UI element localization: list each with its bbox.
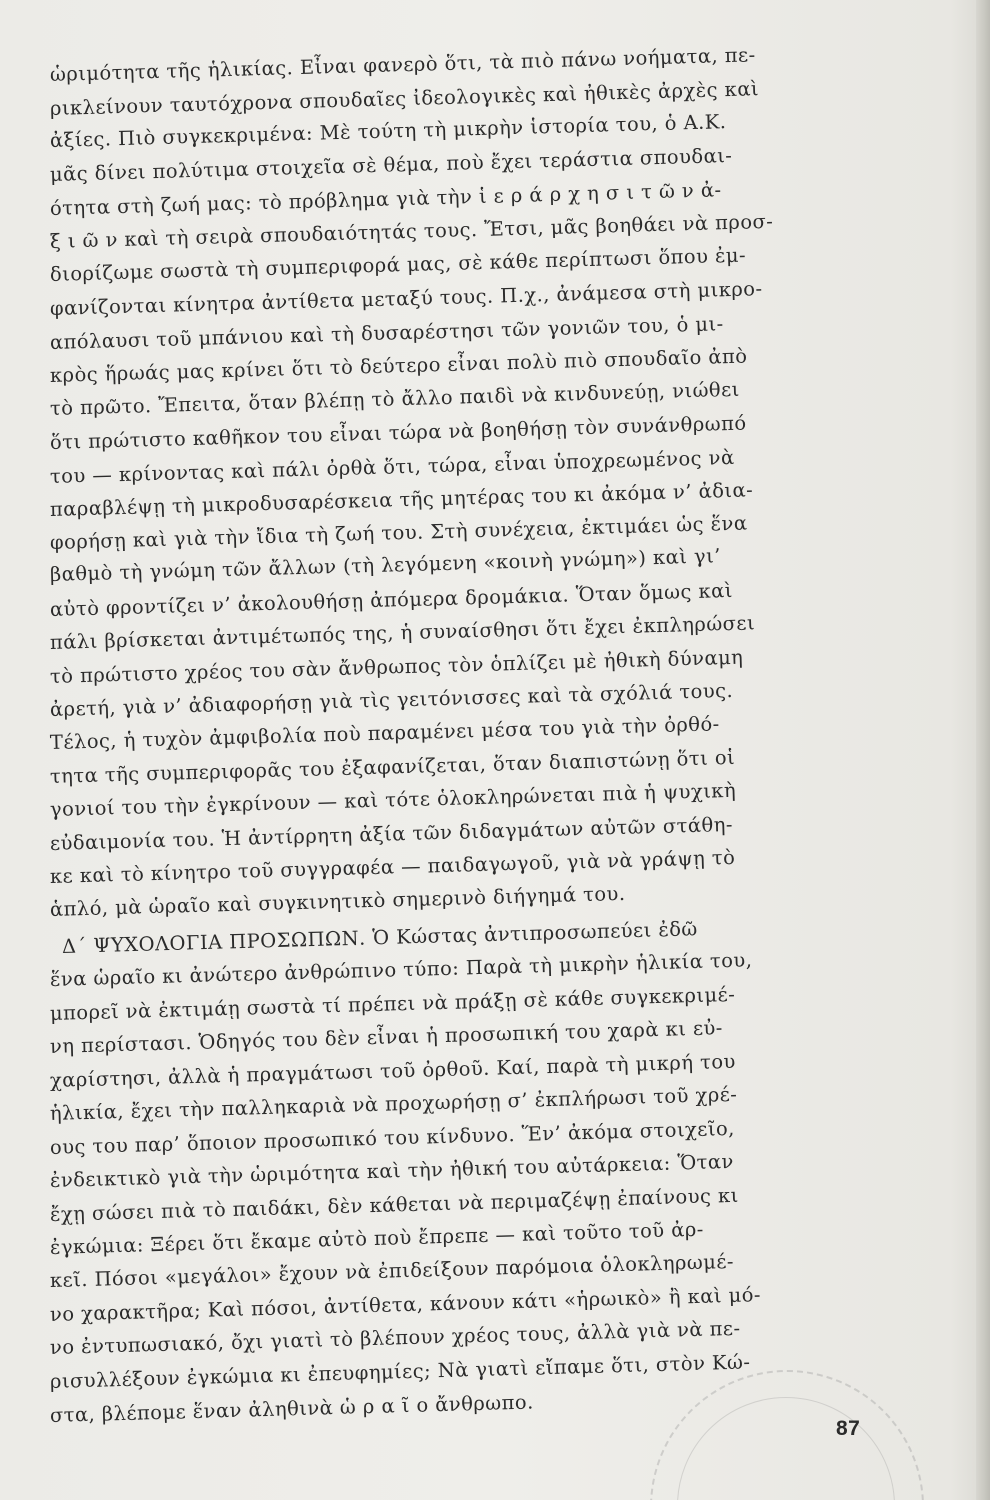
text-line: ότητα στὴ ζωή μας: τὸ πρόβλημα γιὰ τὴν ἱ ε ρ ά ρ χ η σ ι τ ῶ ν ἀ- <box>49 178 722 220</box>
text-line: ὡριμότητα τῆς ἡλικίας. Εἶναι φανερὸ ὅτι, τὰ πιὸ πάνω νοήματα, πε- <box>49 43 756 86</box>
text-line: ἀρετή, γιὰ ν’ ἀδιαφορήσῃ γιὰ τὶς γειτόνισσες καὶ τὰ σχόλιά τους. <box>49 678 734 721</box>
text-line: ρικλείνουν ταυτόχρονα σπουδαῖες ἰδεολογικὲς καὶ ἠθικὲς ἀρχὲς καὶ <box>49 77 760 120</box>
text-line: ἐγκώμια: Ξέρει ὅτι ἔκαμε αὐτὸ ποὺ ἔπρεπε — καὶ τοῦτο τοῦ ἀρ- <box>49 1217 705 1259</box>
text-line: ρισυλλέξουν ἐγκώμια κι ἐπευφημίες; Νὰ γιατὶ εἴπαμε ὅτι, στὸν Κώ- <box>49 1350 751 1393</box>
text-line: νη περίστασι. Ὁδηγός του δὲν εἶναι ἡ προσωπική του χαρὰ κι εὐ- <box>49 1016 724 1058</box>
text-line: απόλαυσι τοῦ μπάνιου καὶ τὴ δυσαρέστησι τῶν γονιῶν του, ὁ μι- <box>49 312 724 354</box>
text-line: κεῖ. Πόσοι «μεγάλοι» ἔχουν νὰ ἐπιδείξουν παρόμοια ὁλοκληρωμέ- <box>49 1249 735 1292</box>
text-line: παραβλέψῃ τὴ μικροδυσαρέσκεια τῆς μητέρας του κι ἀκόμα ν’ ἀδια- <box>49 478 754 521</box>
text-line: Τέλος, ἡ τυχὸν ἀμφιβολία ποὺ παραμένει μέσα του γιὰ τὴν ὀρθό- <box>49 712 720 754</box>
text-line: χαρίστησι, ἀλλὰ ἡ πραγμάτωσι τοῦ ὀρθοῦ. Καί, παρὰ τὴ μικρή του <box>49 1049 737 1092</box>
section-heading-line: Δ΄ ΨΥΧΟΛΟΓΙΑ ΠΡΟΣΩΠΩΝ. Ὁ Κώστας ἀντιπροσωπεύει ἐδῶ <box>61 917 699 958</box>
text-line: νο χαρακτῆρα; Καὶ πόσοι, ἀντίθετα, κάνουν κάτι «ἡρωικὸ» ἢ καὶ μό- <box>49 1283 762 1326</box>
text-line: εὐδαιμονία του. Ἡ ἀντίρρητη ἀξία τῶν διδαγμάτων αὐτῶν στάθη- <box>49 812 734 855</box>
text-line: μᾶς δίνει πολύτιμα στοιχεῖα σὲ θέμα, ποὺ ἔχει τεράστια σπουδαι- <box>49 143 733 186</box>
text-line: ξ ι ῶ ν καὶ τὴ σειρὰ σπουδαιότητάς τους. Ἔτσι, μᾶς βοηθάει νὰ προσ- <box>49 209 774 253</box>
text-line: ἁπλό, μὰ ὡραῖο καὶ συγκινητικὸ σημερινὸ διήγημά του. <box>49 881 626 921</box>
text-line: ους του παρ’ ὅποιον προσωπικό του κίνδυνο. Ἕν’ ἀκόμα στοιχεῖο, <box>49 1116 736 1159</box>
text-line: νο ἐντυπωσιακό, ὄχι γιατὶ τὸ βλέπουν χρέος τους, ἀλλὰ γιὰ νὰ πε- <box>49 1316 741 1359</box>
text-line: βαθμὸ τὴ γνώμη τῶν ἄλλων (τὴ λεγόμενη «κοινὴ γνώμη») καὶ γι’ <box>49 544 722 586</box>
text-line: τὸ πρῶτο. Ἔπειτα, ὅταν βλέπῃ τὸ ἄλλο παιδὶ νὰ κινδυνεύῃ, νιώθει <box>49 377 741 420</box>
text-line: ἕνα ὡραῖο κι ἀνώτερο ἀνθρώπινο τύπο: Παρὰ τὴ μικρὴν ἡλικία του, <box>49 948 753 991</box>
text-line: τὸ πρώτιστο χρέος του σὰν ἄνθρωπος τὸν ὁπλίζει μὲ ἠθικὴ δύναμη <box>49 645 744 688</box>
text-line: του — κρίνοντας καὶ πάλι ὀρθὰ ὅτι, τώρα, εἶναι ὑποχρεωμένος νὰ <box>49 445 735 488</box>
text-line: αὐτὸ φροντίζει ν’ ἀκολουθήσῃ ἀπόμερα δρομάκια. Ὅταν ὅμως καὶ <box>49 578 734 621</box>
text-line: ἐνδεικτικὸ γιὰ τὴν ὡριμότητα καὶ τὴν ἠθική του αὐτάρκεια: Ὅταν <box>49 1149 735 1192</box>
text-line: ἀξίες. Πιὸ συγκεκριμένα: Μὲ τούτη τὴ μικρὴν ἱστορία του, ὁ Α.Κ. <box>49 110 727 152</box>
text-line: φορήσῃ καὶ γιὰ τὴν ἴδια τὴ ζωή του. Στὴ συνέχεια, ἐκτιμάει ὡς ἕνα <box>49 511 748 554</box>
text-line: τητα τῆς συμπεριφορᾶς του ἐξαφανίζεται, ὅταν διαπιστώνῃ ὅτι οἱ <box>49 745 736 788</box>
text-line: φανίζονται κίνητρα ἀντίθετα μεταξύ τους. Π.χ., ἀνάμεσα στὴ μικρο- <box>49 277 763 320</box>
text-line: διορίζωμε σωστὰ τὴ συμπεριφορά μας, σὲ κάθε περίπτωσι ὅπου ἐμ- <box>49 243 747 286</box>
text-line: κε καὶ τὸ κίνητρο τοῦ συγγραφέα — παιδαγωγοῦ, γιὰ νὰ γράψῃ τὸ <box>49 845 736 888</box>
text-line: πάλι βρίσκεται ἀντιμέτωπός της, ἡ συναίσθησι ὅτι ἔχει ἐκπληρώσει <box>49 611 756 654</box>
text-line: γονιοί του τὴν ἐγκρίνουν — καὶ τότε ὁλοκληρώνεται πιὰ ἡ ψυχικὴ <box>49 778 737 821</box>
text-line: ἔχῃ σώσει πιὰ τὸ παιδάκι, δὲν κάθεται νὰ περιμαζέψῃ ἐπαίνους κι <box>49 1183 740 1226</box>
text-line: μπορεῖ νὰ ἐκτιμάῃ σωστὰ τί πρέπει νὰ πράξῃ σὲ κάθε συγκεκριμέ- <box>49 982 736 1025</box>
text-line: ἡλικία, ἔχει τὴν παλληκαριὰ νὰ προχωρήσῃ σ’ ἐκπλήρωσι τοῦ χρέ- <box>49 1082 738 1125</box>
text-line: κρὸς ἥρωάς μας κρίνει ὅτι τὸ δεύτερο εἶναι πολὺ πιὸ σπουδαῖο ἀπὸ <box>49 344 748 387</box>
page-number: 87 <box>836 1417 861 1440</box>
text-line: ὅτι πρώτιστο καθῆκον του εἶναι τώρα νὰ βοηθήσῃ τὸν συνάνθρωπό <box>49 411 747 454</box>
text-line: στα, βλέπομε ἕναν ἀληθινὰ ὡ ρ α ῖ ο ἄνθρωπο. <box>49 1390 535 1427</box>
